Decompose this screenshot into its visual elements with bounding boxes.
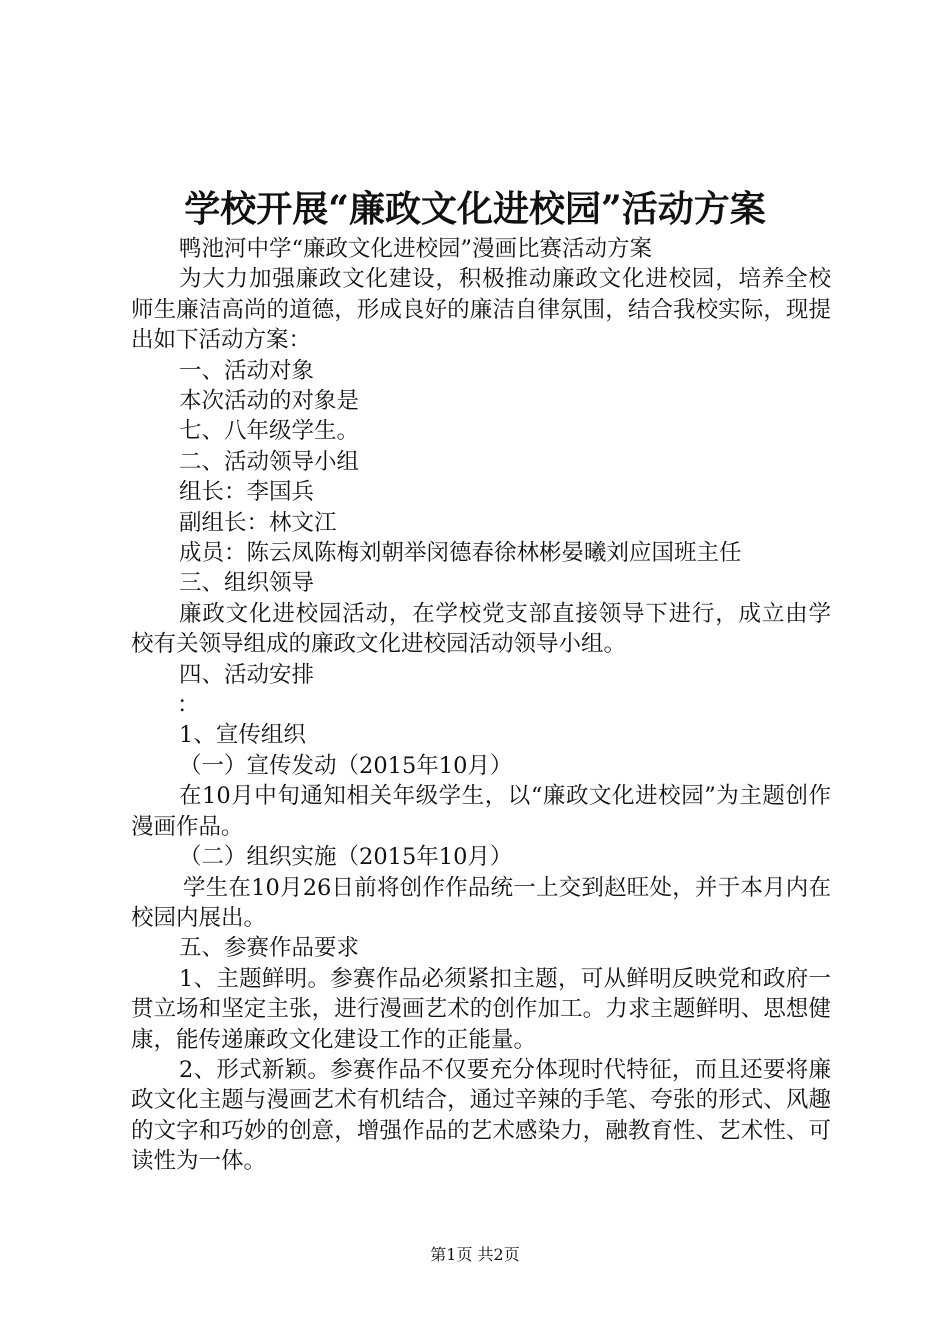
paragraph-target-text: 本次活动的对象是 [179, 388, 360, 415]
heading-publicity: 1、宣传组织 [179, 722, 306, 749]
paragraph-subtitle: 鸭池河中学“廉政文化进校园”漫画比赛活动方案 [179, 236, 653, 262]
paragraph-requirement-form: 2、形式新颖。参赛作品不仅要充分体现时代特征，而且还要将廉政文化主题与漫画艺术有机结合，通过辛辣的手笔、夸张的形式、风趣的文字和巧妙的创意，增强作品的艺术感染力，融教育性、艺术性、可读性为一体。 [131, 1056, 831, 1175]
heading-arrangement: 四、活动安排 [179, 661, 315, 688]
heading-implementation: （二）组织实施（2015年10月） [179, 844, 513, 871]
paragraph-notify-students: 在10月中旬通知相关年级学生，以“廉政文化进校园”为主题创作漫画作品。 [131, 783, 831, 840]
heading-activity-target: 一、活动对象 [179, 357, 315, 384]
document-body [131, 234, 831, 1177]
paragraph-submission: 学生在10月26日前将创作作品统一上交到赵旺处，并于本月内在校园内展出。 [131, 874, 831, 931]
paragraph-intro: 为大力加强廉政文化建设，积极推动廉政文化进校园，培养全校师生廉洁高尚的道德，形成良好的廉洁自律氛围，结合我校实际，现提出如下活动方案： [131, 266, 831, 354]
heading-organization: 三、组织领导 [179, 570, 315, 597]
heading-publicity-mobilization: （一）宣传发动（2015年10月） [179, 752, 513, 779]
heading-leadership-group: 二、活动领导小组 [179, 448, 360, 475]
document-title: 学校开展“廉政文化进校园”活动方案 [184, 188, 766, 230]
paragraph-group-leader: 组长：李国兵 [179, 479, 315, 506]
heading-entry-requirements: 五、参赛作品要求 [179, 935, 360, 962]
paragraph-deputy-leader: 副组长：林文江 [179, 509, 337, 536]
paragraph-organization: 廉政文化进校园活动，在学校党支部直接领导下进行，成立由学校有关领导组成的廉政文化进校园活动领导小组。 [131, 600, 831, 658]
paragraph-requirement-theme: 1、主题鲜明。参赛作品必须紧扣主题，可从鲜明反映党和政府一贯立场和坚定主张，进行漫画艺术的创作加工。力求主题鲜明、思想健康，能传递廉政文化建设工作的正能量。 [131, 965, 831, 1053]
paragraph-target-grades: 七、八年级学生。 [179, 418, 360, 445]
paragraph-colon: ： [177, 692, 200, 719]
paragraph-members: 成员：陈云凤陈梅刘朝举闵德春徐林彬晏曦刘应国班主任 [179, 540, 742, 567]
page-footer: 第1页 共2页 [430, 1245, 520, 1264]
